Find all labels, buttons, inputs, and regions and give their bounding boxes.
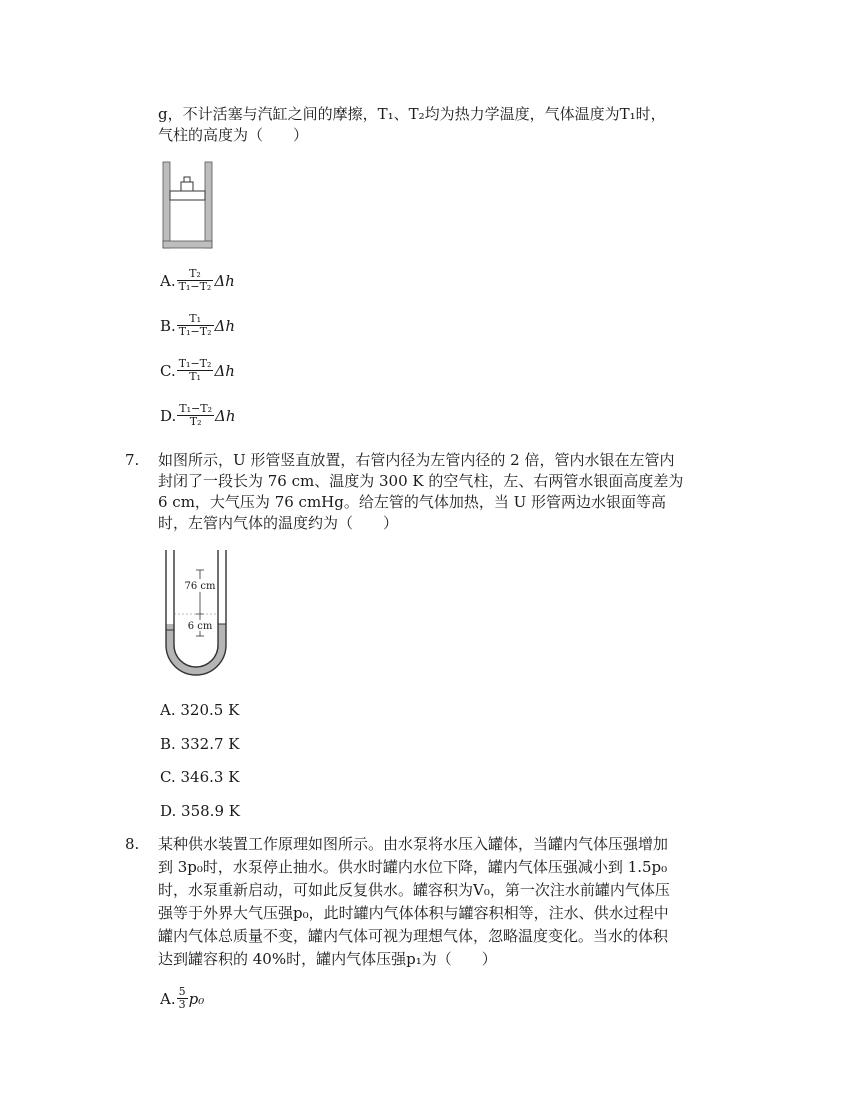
- fraction-numerator: 5: [178, 985, 186, 998]
- piston: [170, 191, 205, 200]
- option-label: B.: [160, 316, 176, 335]
- q7-option-b[interactable]: [160, 733, 240, 754]
- q8-stem-line-3: 时，水泵重新启动，可如此反复供水。罐容积为V₀，第一次注水前罐内气体压: [158, 881, 670, 899]
- fraction-numerator: T₂: [189, 267, 201, 280]
- fraction-denominator: T₁: [177, 370, 214, 383]
- q8-stem-line-5: 罐内气体总质量不变，罐内气体可视为理想气体，忽略温度变化。当水的体积: [158, 927, 669, 945]
- q8-stem-line-1: 某种供水装置工作原理如图所示。由水泵将水压入罐体，当罐内气体压强增加: [158, 835, 669, 853]
- option-label: C.: [160, 768, 176, 786]
- q7-option-d[interactable]: [160, 800, 240, 821]
- q7-stem-line-2: 封闭了一段长为 76 cm、温度为 300 K 的空气柱，左、右两管水银面高度差为: [158, 472, 684, 490]
- q6-stem-line-1: g，不计活塞与汽缸之间的摩擦，T₁、T₂均为热力学温度，气体温度为T₁时，: [158, 105, 666, 123]
- fraction-numerator: T₁−T₂: [178, 357, 212, 370]
- q8-stem-line-6: 达到罐容积的 40%时，罐内气体压强p₁为（ ）: [158, 950, 497, 968]
- fraction: [177, 268, 214, 293]
- fraction: [177, 358, 214, 383]
- option-label: D.: [160, 802, 177, 820]
- q6-stem-line-2: 气柱的高度为（ ）: [158, 126, 309, 144]
- q7-number: 7.: [125, 451, 140, 469]
- option-tail: Δh: [214, 361, 235, 380]
- q8-stem-line-2: 到 3p₀时，水泵停止抽水。供水时罐内水位下降，罐内气体压强减小到 1.5p₀: [158, 858, 668, 876]
- option-value: 320.5 K: [180, 701, 240, 719]
- fraction: [177, 403, 214, 428]
- fraction: [177, 313, 214, 338]
- fraction-denominator: 3: [178, 998, 186, 1011]
- label-76cm: 76 cm: [184, 581, 216, 592]
- option-value: 358.9 K: [181, 802, 240, 820]
- q7-u-tube-figure: [160, 548, 236, 676]
- fraction-numerator: T₁−T₂: [179, 402, 212, 415]
- fraction: [177, 986, 188, 1011]
- q6-option-c[interactable]: [160, 358, 235, 383]
- q7-option-c[interactable]: [160, 766, 239, 787]
- option-label: A.: [160, 701, 176, 719]
- mercury-left-column: [166, 630, 174, 645]
- q6-option-d[interactable]: [160, 403, 235, 428]
- option-tail: Δh: [214, 271, 235, 290]
- fraction-denominator: T₁−T₂: [178, 325, 212, 338]
- option-label: D.: [160, 406, 177, 425]
- q7-option-a[interactable]: [160, 699, 239, 720]
- q6-cylinder-figure: [158, 160, 218, 252]
- fraction-numerator: T₁: [189, 312, 202, 325]
- q8-stem-line-4: 强等于外界大气压强p₀，此时罐内气体体积与罐容积相等，注水、供水过程中: [158, 904, 669, 922]
- fraction-denominator: T₁−T₂: [178, 280, 212, 293]
- weight-block: [181, 182, 193, 191]
- q8-option-a[interactable]: [160, 986, 204, 1011]
- weight-knob: [184, 177, 190, 182]
- option-label: A.: [160, 271, 176, 290]
- option-label: A.: [160, 989, 176, 1008]
- cylinder-wall-right: [205, 162, 212, 248]
- fraction-denominator: T₂: [177, 415, 214, 428]
- q7-stem-line-3: 6 cm，大气压为 76 cmHg。给左管的气体加热，当 U 形管两边水银面等高: [158, 493, 667, 511]
- q6-option-a[interactable]: [160, 268, 235, 293]
- option-tail: Δh: [214, 316, 236, 335]
- cylinder-base: [163, 241, 212, 248]
- option-label: C.: [160, 361, 176, 380]
- q7-stem-line-1: 如图所示，U 形管竖直放置，右管内径为左管内径的 2 倍，管内水银在左管内: [158, 451, 675, 469]
- cylinder-wall-left: [163, 162, 170, 248]
- option-value: 346.3 K: [180, 768, 240, 786]
- option-tail: Δh: [214, 406, 236, 425]
- label-6cm: 6 cm: [187, 621, 213, 632]
- q6-option-b[interactable]: [160, 313, 235, 338]
- option-value: 332.7 K: [180, 735, 240, 753]
- tube-inner: [174, 550, 218, 667]
- option-label: B.: [160, 735, 176, 753]
- option-tail: p₀: [188, 989, 205, 1008]
- q8-number: 8.: [125, 835, 140, 853]
- q7-stem-line-4: 时，左管内气体的温度约为（ ）: [158, 514, 399, 532]
